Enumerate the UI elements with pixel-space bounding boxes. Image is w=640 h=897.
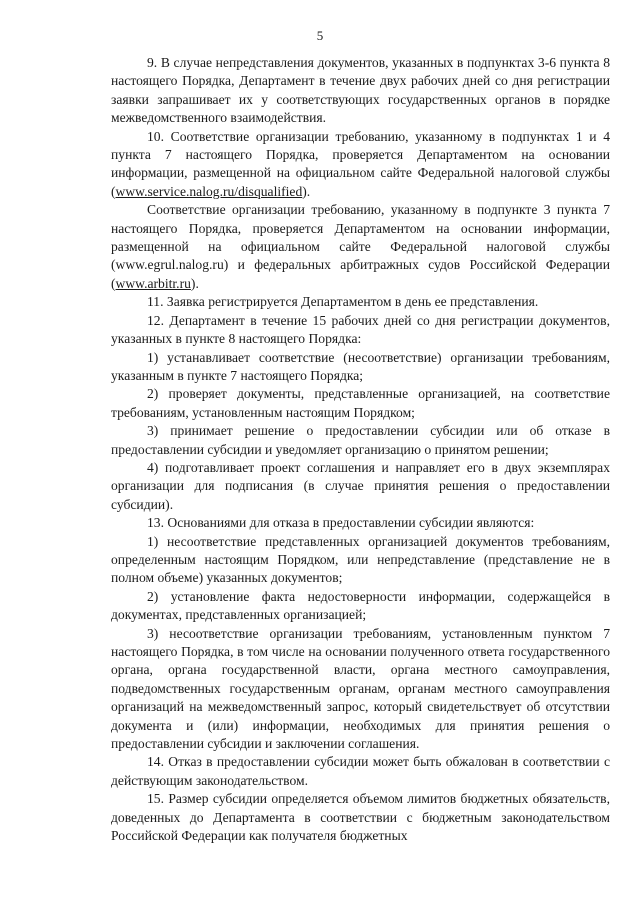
link-service-nalog[interactable]: www.service.nalog.ru/disqualified: [115, 183, 303, 199]
paragraph-13-item-2: 2) установление факта недостоверности информации, содержащейся в документах, представленных организацией;: [111, 588, 610, 623]
paragraph-13: 13. Основаниями для отказа в предоставлении субсидии являются:: [147, 515, 535, 531]
paragraph-13-item-3: 3) несоответствие организации требованиям, установленным пунктом 7 настоящего Порядка, в том числе на основании полученного ответа государственного органа, органа государственной власти, органа местного самоуправления, подведомственных государственным органам, органам местного самоуправления организаций на межведомственный запрос, который свидетельствует об отсутствии документа и (или) информации, необходимых для принятия решения о предоставлении субсидии и заключении соглашения.: [111, 625, 610, 752]
paragraph-13-item-1: 1) несоответствие представленных организацией документов требованиям, определенным настоящим Порядком, или непредставление (представление не в полном объеме) указанных документов;: [111, 533, 610, 586]
paragraph-9: 9. В случае непредставления документов, указанных в подпунктах 3-6 пункта 8 настоящего Порядка, Департамент в течение двух рабочих дней со дня регистрации заявки запрашивает их у соответствующих государственных органов в порядке межведомственного взаимодействия.: [111, 55, 610, 126]
page-number: 5: [316, 28, 324, 43]
paragraph-10-tail: ).: [302, 183, 311, 199]
link-arbitr[interactable]: www.arbitr.ru: [115, 275, 191, 291]
paragraph-12-item-1: 1) устанавливает соответствие (несоответствие) организации требованиям, указанным в пункте 7 настоящего Порядка;: [111, 349, 610, 383]
paragraph-10-continued: [111, 201, 610, 293]
paragraph-10b-tail: ).: [190, 275, 199, 291]
paragraph-10: [111, 128, 610, 202]
document-body: [111, 54, 610, 845]
paragraph-14: 14. Отказ в предоставлении субсидии может быть обжалован в соответствии с действующим законодательством.: [111, 754, 610, 788]
paragraph-10b-text: Соответствие организации требованию, указанному в подпункте 3 пункта 7 настоящего Порядка, проверяется Департаментом на основании информации, размещенной на официальном сайте Федеральной налоговой службы (www.egrul.nalog.ru) и федеральных арбитражных судов Российской Федерации (: [111, 202, 610, 291]
paragraph-12: 12. Департамент в течение 15 рабочих дней со дня регистрации документов, указанных в пункте 8 настоящего Порядка:: [111, 312, 610, 347]
paragraph-12-item-4: 4) подготавливает проект соглашения и направляет его в двух экземплярах организации для подписания (в случае принятия решения о предоставлении субсидии).: [111, 459, 610, 512]
paragraph-12-item-3: 3) принимает решение о предоставлении субсидии или об отказе в предоставлении субсидии и уведомляет организацию о принятом решении;: [111, 423, 610, 457]
paragraph-15: 15. Размер субсидии определяется объемом лимитов бюджетных обязательств, доведенных до Департамента в соответствии с бюджетным законодательством Российской Федерации как получателя бюджетных: [111, 791, 610, 844]
paragraph-11: 11. Заявка регистрируется Департаментом в день ее представления.: [147, 294, 539, 310]
paragraph-10-text: 10. Соответствие организации требованию, указанному в подпунктах 1 и 4 пункта 7 настоящего Порядка, проверяется Департаментом на основании информации, размещенной на официальном сайте Федеральной налоговой службы (: [111, 128, 610, 199]
paragraph-12-item-2: 2) проверяет документы, представленные организацией, на соответствие требованиям, установленным настоящим Порядком;: [111, 386, 610, 420]
